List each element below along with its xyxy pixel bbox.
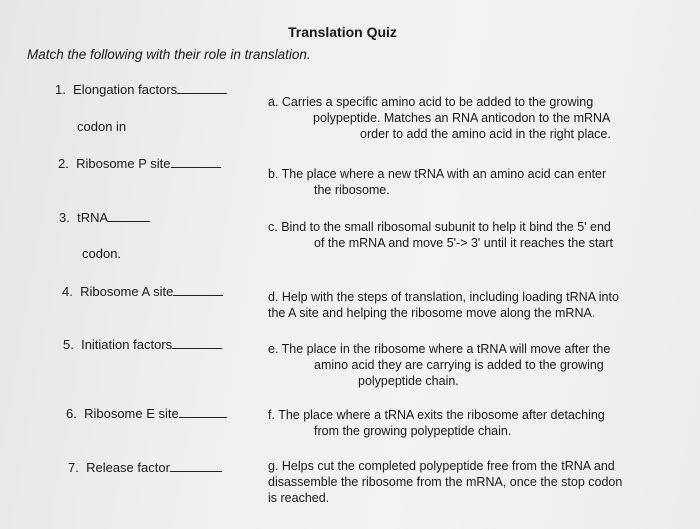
answer-blank[interactable] bbox=[108, 208, 150, 222]
question-number: 6. bbox=[66, 406, 77, 421]
question-2 bbox=[58, 154, 221, 171]
question-number: 1. bbox=[55, 82, 66, 97]
quiz-title: Translation Quiz bbox=[288, 24, 397, 40]
question-3 bbox=[59, 208, 150, 225]
answer-line: polypeptide chain. bbox=[358, 374, 459, 388]
answer-blank[interactable] bbox=[171, 154, 221, 168]
question-6 bbox=[66, 404, 227, 421]
question-label: Ribosome E site bbox=[84, 406, 179, 421]
answer-blank[interactable] bbox=[170, 458, 222, 472]
answer-blank[interactable] bbox=[172, 335, 222, 349]
answer-line: order to add the amino acid in the right place. bbox=[360, 127, 611, 141]
answer-line: b. The place where a new tRNA with an amino acid can enter bbox=[268, 167, 607, 181]
answer-line: the A site and helping the ribosome move along the mRNA. bbox=[268, 306, 596, 320]
answer-line: is reached. bbox=[268, 491, 330, 505]
instructions: Match the following with their role in translation. bbox=[27, 47, 311, 62]
answer-d bbox=[268, 289, 619, 321]
question-label: Elongation factors bbox=[73, 82, 178, 97]
answer-c bbox=[268, 219, 613, 251]
question-1 bbox=[55, 80, 227, 97]
question-5 bbox=[63, 335, 222, 352]
question-number: 5. bbox=[63, 337, 74, 352]
answer-line: g. Helps cut the completed polypeptide free from the tRNA and bbox=[268, 459, 615, 473]
question-4 bbox=[62, 282, 223, 299]
question-label: Ribosome P site bbox=[76, 156, 171, 171]
answer-a bbox=[268, 94, 611, 142]
question-label: tRNA bbox=[77, 210, 109, 225]
answer-line: amino acid they are carrying is added to the growing bbox=[314, 358, 604, 372]
answer-e bbox=[268, 341, 610, 389]
answer-g bbox=[268, 458, 622, 506]
answer-line: c. Bind to the small ribosomal subunit to help it bind the 5' end bbox=[268, 220, 611, 234]
fragment-codon-in: codon in bbox=[77, 119, 127, 134]
answer-blank[interactable] bbox=[179, 404, 227, 418]
answer-line: disassemble the ribosome from the mRNA, once the stop codon bbox=[268, 475, 623, 489]
question-number: 3. bbox=[59, 210, 70, 225]
question-7 bbox=[68, 458, 222, 475]
answer-line: d. Help with the steps of translation, including loading tRNA into bbox=[268, 290, 619, 304]
answer-blank[interactable] bbox=[173, 282, 223, 296]
answer-line: f. The place where a tRNA exits the ribosome after detaching bbox=[268, 408, 605, 422]
answer-f bbox=[268, 407, 605, 439]
answer-b bbox=[268, 166, 606, 198]
question-label: Initiation factors bbox=[81, 337, 173, 352]
question-number: 2. bbox=[58, 156, 69, 171]
question-number: 7. bbox=[68, 460, 79, 475]
answer-line: a. Carries a specific amino acid to be added to the growing bbox=[268, 95, 594, 109]
question-label: Release factor bbox=[86, 460, 170, 475]
answer-line: from the growing polypeptide chain. bbox=[314, 424, 512, 438]
answer-line: the ribosome. bbox=[314, 183, 390, 197]
answer-line: polypeptide. Matches an RNA anticodon to the mRNA bbox=[313, 111, 611, 125]
answer-line: of the mRNA and move 5'-> 3' until it reaches the start bbox=[314, 236, 614, 250]
answer-line: e. The place in the ribosome where a tRNA will move after the bbox=[268, 342, 611, 356]
fragment-codon: codon. bbox=[82, 246, 122, 261]
answer-blank[interactable] bbox=[177, 80, 227, 94]
question-number: 4. bbox=[62, 284, 73, 299]
question-label: Ribosome A site bbox=[80, 284, 174, 299]
